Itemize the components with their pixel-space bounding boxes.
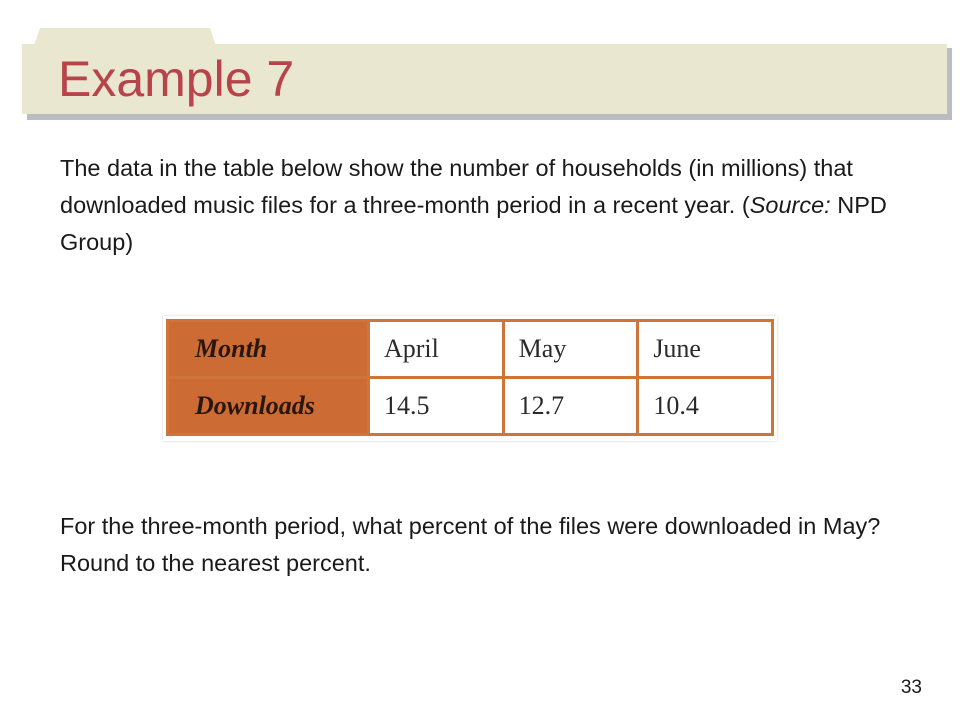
row-header-downloads: Downloads	[168, 378, 369, 435]
source-label: Source:	[749, 192, 831, 218]
table-cell: April	[369, 321, 504, 378]
table-cell: 12.7	[503, 378, 638, 435]
intro-paragraph	[60, 150, 910, 261]
table-cell: June	[638, 321, 773, 378]
table-cell: 14.5	[369, 378, 504, 435]
table-cell: May	[503, 321, 638, 378]
question-paragraph: For the three-month period, what percent of the files were downloaded in May? Round to the nearest percent.	[60, 513, 881, 576]
downloads-table	[166, 319, 774, 436]
slide-title: Example 7	[58, 51, 295, 107]
table-row-downloads	[168, 378, 773, 435]
row-header-month: Month	[168, 321, 369, 378]
intro-text-end: NPD Group)	[60, 192, 887, 255]
page-number: 33	[900, 677, 922, 698]
table-cell: 10.4	[638, 378, 773, 435]
downloads-table-frame	[163, 316, 777, 441]
table-row-month	[168, 321, 773, 378]
intro-text-start: The data in the table below show the number of households (in millions) that downloaded music files for a three-month period in a recent year. (	[60, 155, 853, 218]
